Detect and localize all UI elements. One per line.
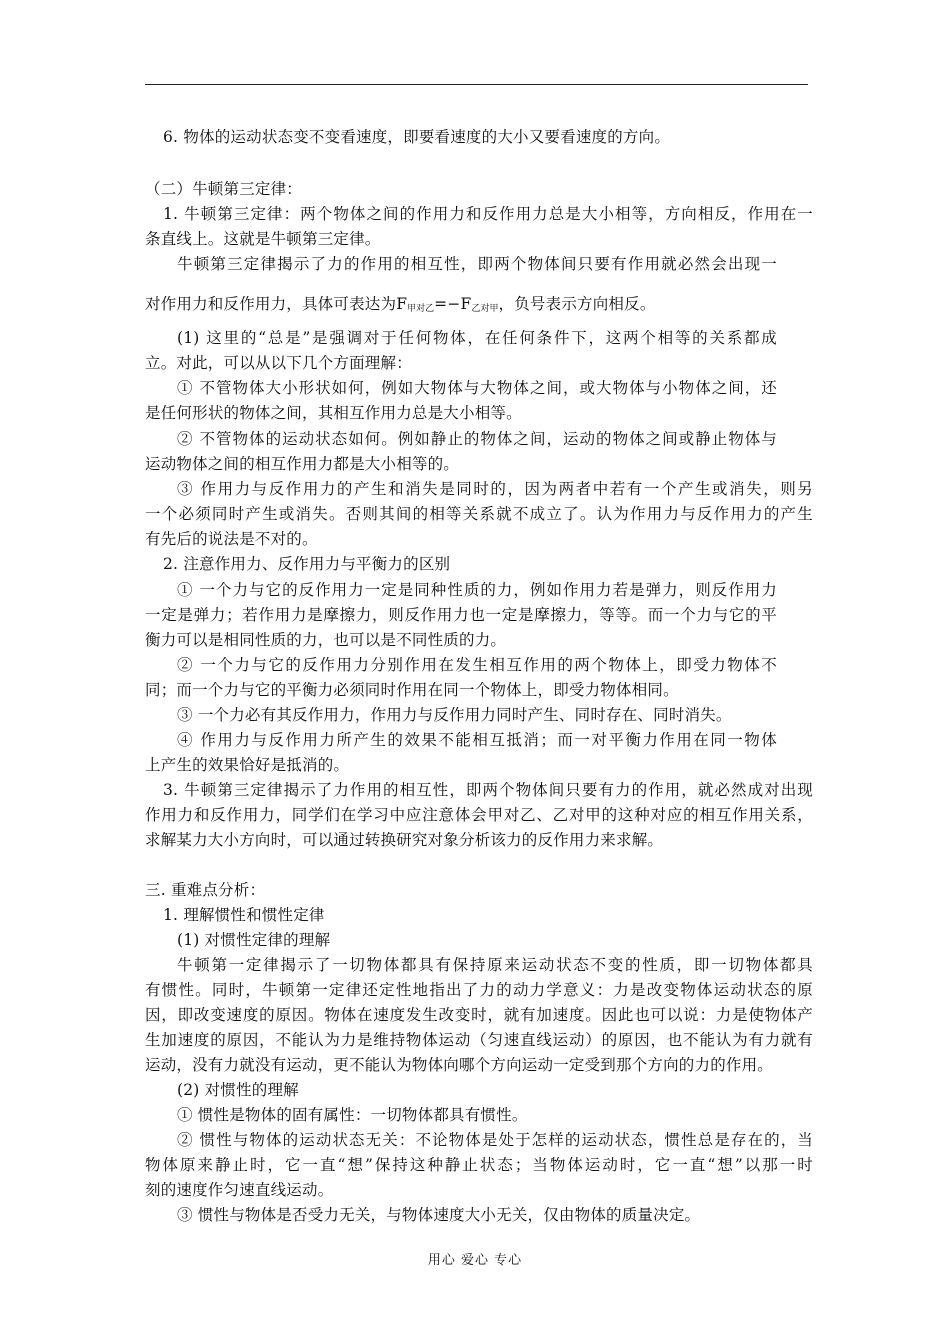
- text-line: 刻的速度作匀速直线运动。: [145, 1181, 334, 1199]
- text-line: 求解某力大小方向时，可以通过转换研究对象分析该力的反作用力来求解。: [145, 831, 664, 849]
- text-line: 衡力可以是相同性质的力，也可以是不同性质的力。: [145, 631, 507, 649]
- text-line: 条直线上。这就是牛顿第三定律。: [145, 230, 381, 248]
- text-line: 6. 物体的运动状态变不变看速度，即要看速度的大小又要看速度的方向。: [163, 128, 671, 146]
- formula-text: ，负号表示方向相反。: [498, 295, 656, 313]
- text-line: ② 惯性与物体的运动状态无关：不论物体是处于怎样的运动状态，惯性总是存在的，当: [177, 1131, 813, 1149]
- text-line: 上产生的效果恰好是抵消的。: [145, 756, 350, 774]
- text-line: ② 不管物体的运动状态如何。例如静止的物体之间，运动的物体之间或静止物体与: [177, 430, 777, 448]
- section-heading: 三. 重难点分析：: [145, 881, 266, 899]
- text-line: 作用力和反作用力，同学们在学习中应注意体会甲对乙、乙对甲的这种对应的相互作用关系，: [145, 806, 813, 824]
- formula-text: =−F: [434, 295, 472, 313]
- text-line: ① 一个力与它的反作用力一定是同种性质的力，例如作用力若是弹力，则反作用力: [177, 581, 777, 599]
- subsection-heading: (1) 对惯性定律的理解: [177, 931, 331, 949]
- text-line: 立。对此，可以从以下几个方面理解：: [145, 354, 412, 372]
- text-line: 1. 牛顿第三定律：两个物体之间的作用力和反作用力总是大小相等，方向相反，作用在一: [163, 205, 813, 223]
- text-line: ③ 一个力必有其反作用力，作用力与反作用力同时产生、同时存在、同时消失。: [177, 706, 732, 724]
- header-rule: [145, 84, 808, 85]
- text-line: 3. 牛顿第三定律揭示了力作用的相互性，即两个物体间只要有力的作用，就必然成对出现: [163, 781, 813, 799]
- text-line: ③ 惯性与物体是否受力无关，与物体速度大小无关，仅由物体的质量决定。: [177, 1206, 701, 1224]
- text-line: 牛顿第一定律揭示了一切物体都具有保持原来运动状态不变的性质，即一切物体都具: [177, 956, 813, 974]
- text-line: 一定是弹力；若作用力是摩擦力，则反作用力也一定是摩擦力，等等。而一个力与它的平: [145, 606, 777, 624]
- section-heading: （二）牛顿第三定律：: [145, 180, 303, 198]
- text-line: ① 惯性是物体的固有属性：一切物体都具有惯性。: [177, 1106, 528, 1124]
- formula-line: [145, 294, 656, 319]
- text-line: 因，即改变速度的原因。物体在速度发生改变时，就有加速度。因此也可以说：力是使物体产: [145, 1006, 813, 1024]
- text-line: 生加速度的原因，不能认为力是维持物体运动（匀速直线运动）的原因，也不能认为有力就有: [145, 1031, 813, 1049]
- formula-subscript: 甲对乙: [407, 304, 435, 314]
- text-line: ② 一个力与它的反作用力分别作用在发生相互作用的两个物体上，即受力物体不: [177, 656, 777, 674]
- text-line: 牛顿第三定律揭示了力的作用的相互性，即两个物体间只要有作用就必然会出现一: [177, 255, 777, 273]
- text-line: ① 不管物体大小形状如何，例如大物体与大物体之间，或大物体与小物体之间，还: [177, 379, 777, 397]
- text-line: 物体原来静止时，它一直“想”保持这种静止状态；当物体运动时，它一直“想”以那一时: [145, 1156, 813, 1174]
- text-line: 运动，没有力就没有运动，更不能认为物体向哪个方向运动一定受到那个方向的力的作用。: [145, 1056, 774, 1074]
- formula-subscript: 乙对甲: [471, 304, 499, 314]
- section-heading: 1. 理解惯性和惯性定律: [163, 906, 325, 924]
- text-line: 一个必须同时产生或消失。否则其间的相等关系就不成立了。认为作用力与反作用力的产生: [145, 505, 813, 523]
- text-line: 有惯性。同时，牛顿第一定律还定性地指出了力的动力学意义：力是改变物体运动状态的原: [145, 981, 813, 999]
- text-line: (1) 这里的“总是”是强调对于任何物体，在任何条件下，这两个相等的关系都成: [177, 329, 777, 347]
- formula-text: 对作用力和反作用力，具体可表达为F: [145, 295, 408, 313]
- text-line: 运动物体之间的相互作用力都是大小相等的。: [145, 455, 460, 473]
- text-line: ④ 作用力与反作用力所产生的效果不能相互抵消；而一对平衡力作用在同一物体: [177, 731, 777, 749]
- text-line: 有先后的说法是不对的。: [145, 530, 318, 548]
- text-line: 是任何形状的物体之间，其相互作用力总是大小相等。: [145, 404, 522, 422]
- text-line: 同；而一个力与它的平衡力必须同时作用在同一个物体上，即受力物体相同。: [145, 681, 679, 699]
- page-footer: 用心 爱心 专心: [427, 1253, 523, 1268]
- subsection-heading: (2) 对惯性的理解: [177, 1081, 299, 1099]
- text-line: ③ 作用力与反作用力的产生和消失是同时的，因为两者中若有一个产生或消失，则另: [177, 480, 813, 498]
- section-heading: 2. 注意作用力、反作用力与平衡力的区别: [163, 555, 451, 573]
